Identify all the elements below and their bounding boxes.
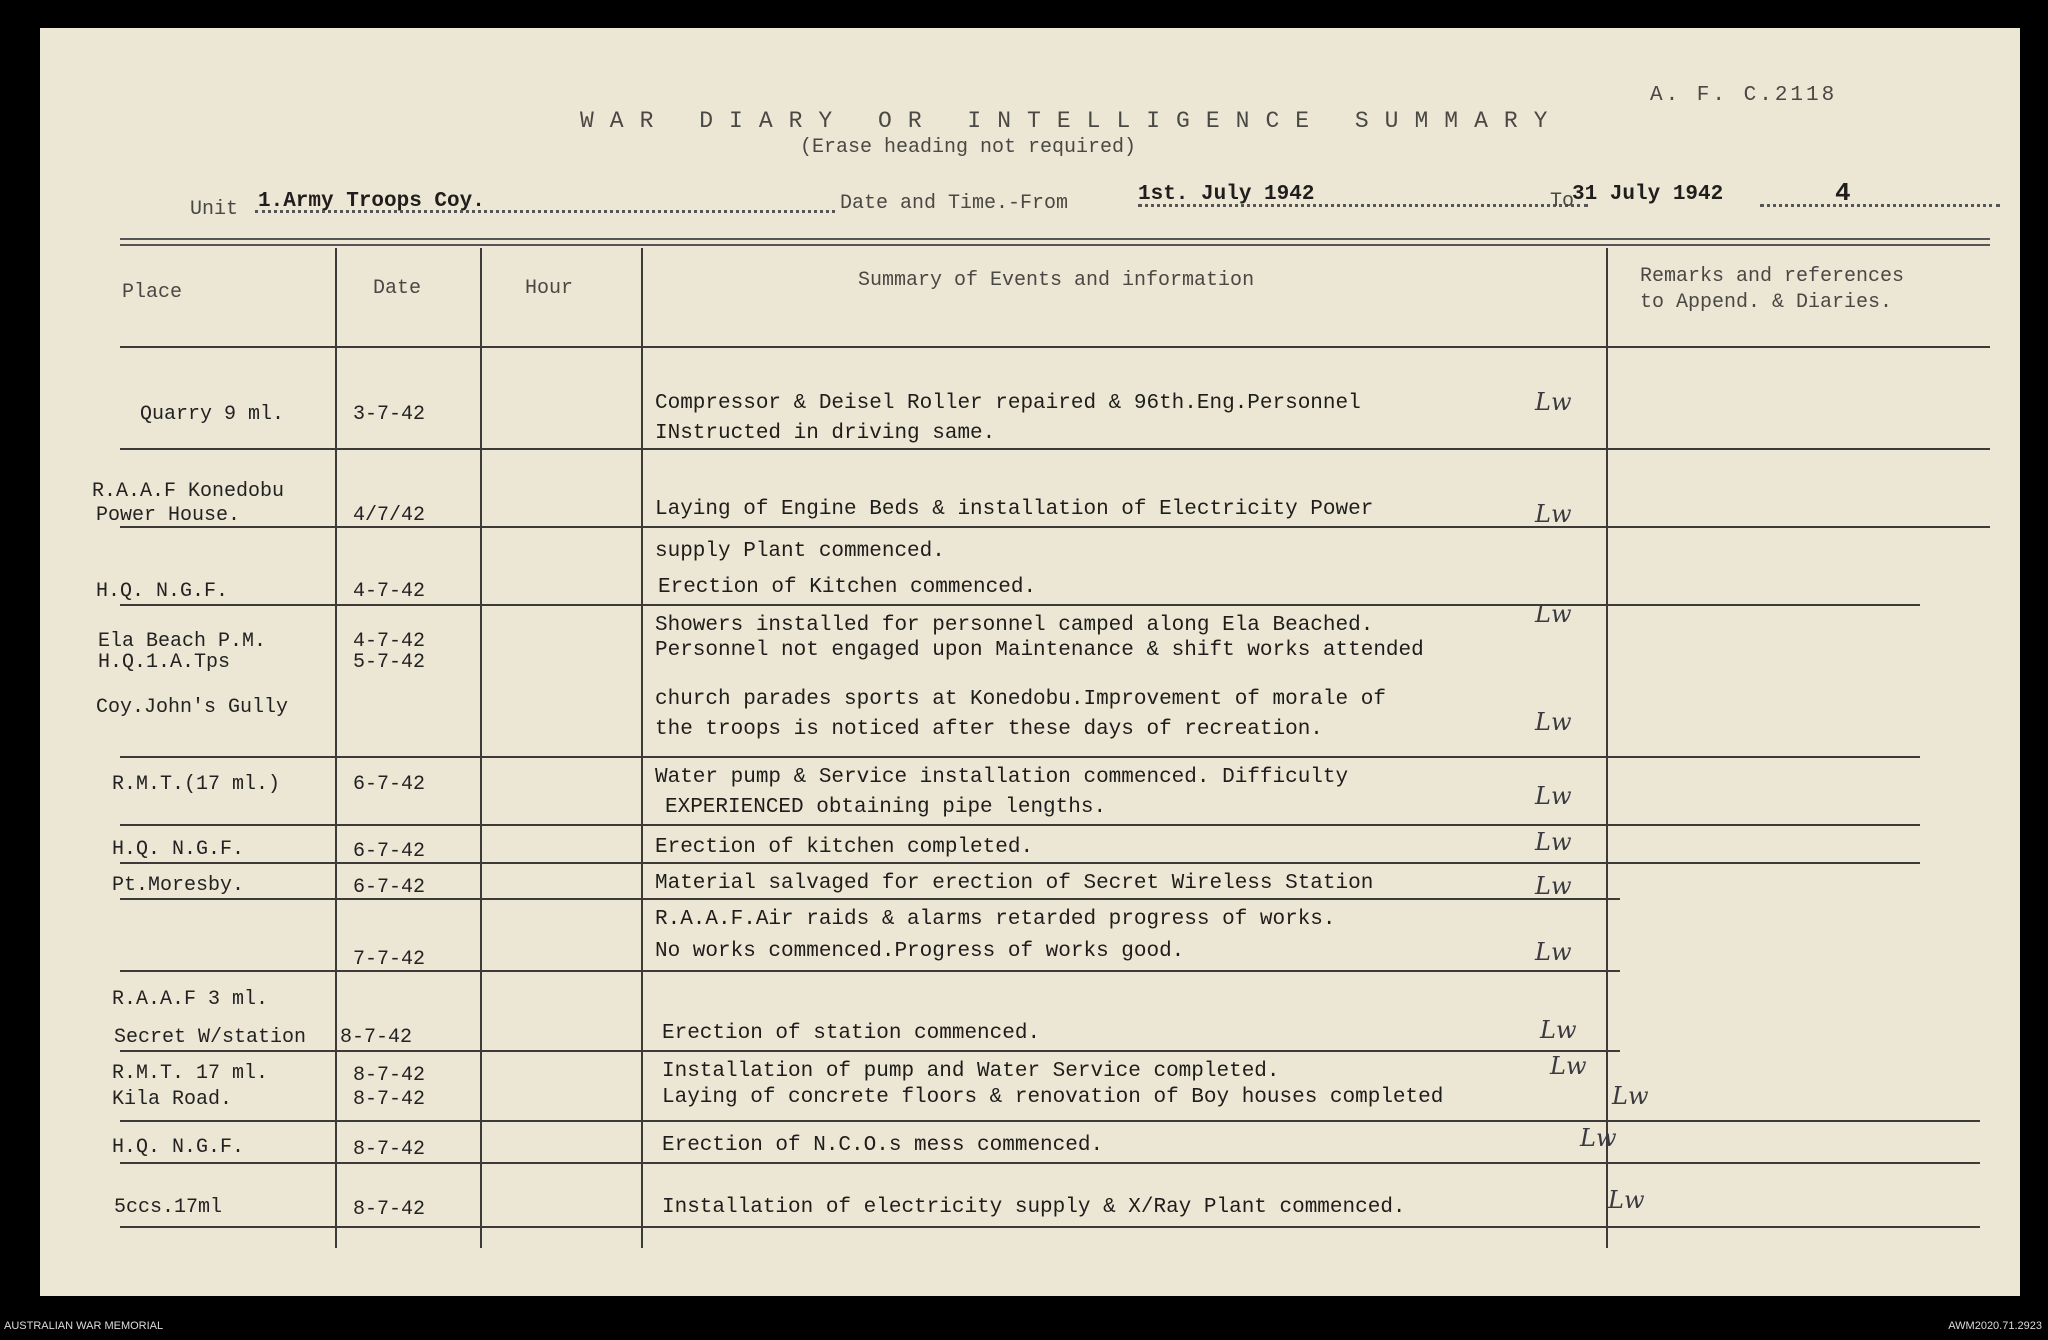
table-top-rule (120, 238, 1990, 246)
row-rule (120, 824, 1920, 826)
col-place: Place (122, 281, 183, 304)
place-cell: R.A.A.F Konedobu (92, 480, 285, 503)
place-cell: R.A.A.F 3 ml. (112, 988, 269, 1011)
row-rule (120, 1162, 1980, 1164)
summary-line: Compressor & Deisel Roller repaired & 96th.Eng.Personnel (655, 392, 1361, 415)
row-rule (120, 1226, 1980, 1228)
date-cell: 8-7-42 (340, 1026, 413, 1049)
divider-place-date (335, 248, 337, 1248)
col-remarks-line1: Remarks and references (1640, 265, 1905, 288)
row-rule (120, 970, 1620, 972)
initials: Lw (1580, 1124, 1617, 1152)
summary-line: Material salvaged for erection of Secret Wireless Station (655, 872, 1374, 895)
summary-line: Showers installed for personnel camped along Ela Beached. (655, 614, 1374, 637)
place-cell: 5ccs.17ml (114, 1196, 223, 1219)
diary-page (40, 28, 2020, 1296)
date-cell: 4-7-42 (353, 580, 426, 603)
to-dotted-line (1760, 204, 2000, 207)
place-cell: H.Q.1.A.Tps (98, 651, 231, 674)
initials: Lw (1535, 872, 1572, 900)
divider-hour-summary (641, 248, 643, 1248)
col-summary: Summary of Events and information (858, 269, 1255, 292)
initials: Lw (1535, 708, 1572, 736)
summary-line: supply Plant commenced. (655, 540, 945, 563)
row-rule (120, 526, 1990, 528)
date-to-value: 31 July 1942 (1572, 183, 1724, 206)
row-rule (120, 1120, 1980, 1122)
date-cell: 8-7-42 (353, 1138, 426, 1161)
place-cell: H.Q. N.G.F. (96, 580, 229, 603)
date-cell: 6-7-42 (353, 840, 426, 863)
summary-line: church parades sports at Konedobu.Improvement of morale of (655, 688, 1386, 711)
summary-line: Installation of pump and Water Service completed. (662, 1060, 1280, 1083)
unit-dotted-line (255, 210, 835, 213)
place-cell: H.Q. N.G.F. (112, 1136, 245, 1159)
summary-line: Erection of Kitchen commenced. (658, 576, 1037, 599)
summary-line: Personnel not engaged upon Maintenance & shift works attended (655, 639, 1424, 662)
row-rule (120, 1050, 1620, 1052)
date-cell: 8-7-42 (353, 1198, 426, 1221)
summary-line: R.A.A.F.Air raids & alarms retarded progress of works. (655, 908, 1336, 931)
date-cell: 7-7-42 (353, 948, 426, 971)
summary-line: INstructed in driving same. (655, 422, 996, 445)
place-cell: R.M.T.(17 ml.) (112, 773, 281, 796)
col-date: Date (373, 277, 422, 300)
unit-value: 1.Army Troops Coy. (258, 190, 485, 213)
summary-line: Laying of concrete floors & renovation of Boy houses completed (662, 1086, 1444, 1109)
initials: Lw (1535, 828, 1572, 856)
row-rule (120, 756, 1920, 758)
row-rule (120, 448, 1990, 450)
summary-line: Laying of Engine Beds & installation of Electricity Power (655, 498, 1374, 521)
form-subtitle: (Erase heading not required) (800, 136, 1137, 159)
initials: Lw (1550, 1052, 1587, 1080)
place-cell: Secret W/station (114, 1026, 307, 1049)
place-cell: H.Q. N.G.F. (112, 838, 245, 861)
header-bottom-rule (120, 346, 1990, 348)
initials: Lw (1535, 782, 1572, 810)
date-cell: 8-7-42 (353, 1088, 426, 1111)
row-rule (120, 604, 1920, 606)
initials: Lw (1535, 500, 1572, 528)
place-cell: R.M.T. 17 ml. (112, 1062, 269, 1085)
summary-line: Erection of station commenced. (662, 1022, 1041, 1045)
summary-line: No works commenced.Progress of works good. (655, 940, 1185, 963)
form-number: A. F. C.2118 (1650, 84, 1838, 107)
initials: Lw (1535, 388, 1572, 416)
summary-line: Water pump & Service installation commenced. Difficulty (655, 766, 1349, 789)
divider-date-hour (480, 248, 482, 1248)
place-cell: Ela Beach P.M. (98, 630, 267, 653)
place-cell: Pt.Moresby. (112, 874, 245, 897)
summary-line: Erection of N.C.O.s mess commenced. (662, 1134, 1104, 1157)
date-to-label: To (1550, 190, 1575, 213)
date-from-value: 1st. July 1942 (1138, 183, 1315, 206)
date-cell: 6-7-42 (353, 773, 426, 796)
initials: Lw (1540, 1016, 1577, 1044)
summary-line: EXPERIENCED obtaining pipe lengths. (665, 796, 1107, 819)
initials: Lw (1535, 600, 1572, 628)
date-dotted-line (1138, 204, 1588, 207)
date-cell: 5-7-42 (353, 651, 426, 674)
col-hour: Hour (525, 277, 574, 300)
row-rule (120, 898, 1620, 900)
place-cell: Quarry 9 ml. (140, 403, 285, 426)
page-mark: 4 (1835, 178, 1851, 208)
summary-line: the troops is noticed after these days of recreation. (655, 718, 1323, 741)
date-cell: 8-7-42 (353, 1064, 426, 1087)
place-cell: Kila Road. (112, 1088, 233, 1111)
date-cell: 3-7-42 (353, 403, 426, 426)
place-cell: Power House. (96, 504, 241, 527)
divider-summary-remarks (1606, 248, 1608, 1248)
initials: Lw (1535, 938, 1572, 966)
place-cell: Coy.John's Gully (96, 696, 289, 719)
initials: Lw (1608, 1186, 1645, 1214)
date-cell: 6-7-42 (353, 876, 426, 899)
date-from-label: Date and Time.-From (840, 192, 1069, 215)
col-remarks-line2: to Append. & Diaries. (1640, 291, 1893, 314)
footer-credit: AUSTRALIAN WAR MEMORIAL (4, 1320, 164, 1332)
date-cell: 4-7-42 (353, 630, 426, 653)
date-cell: 4/7/42 (353, 504, 426, 527)
initials: Lw (1612, 1082, 1649, 1110)
summary-line: Erection of kitchen completed. (655, 836, 1034, 859)
footer-accession: AWM2020.71.2923 (1948, 1320, 2042, 1332)
unit-label: Unit (190, 198, 239, 221)
form-title: WAR DIARY OR INTELLIGENCE SUMMARY (580, 108, 1564, 134)
row-rule (120, 862, 1920, 864)
summary-line: Installation of electricity supply & X/Ray Plant commenced. (662, 1196, 1406, 1219)
